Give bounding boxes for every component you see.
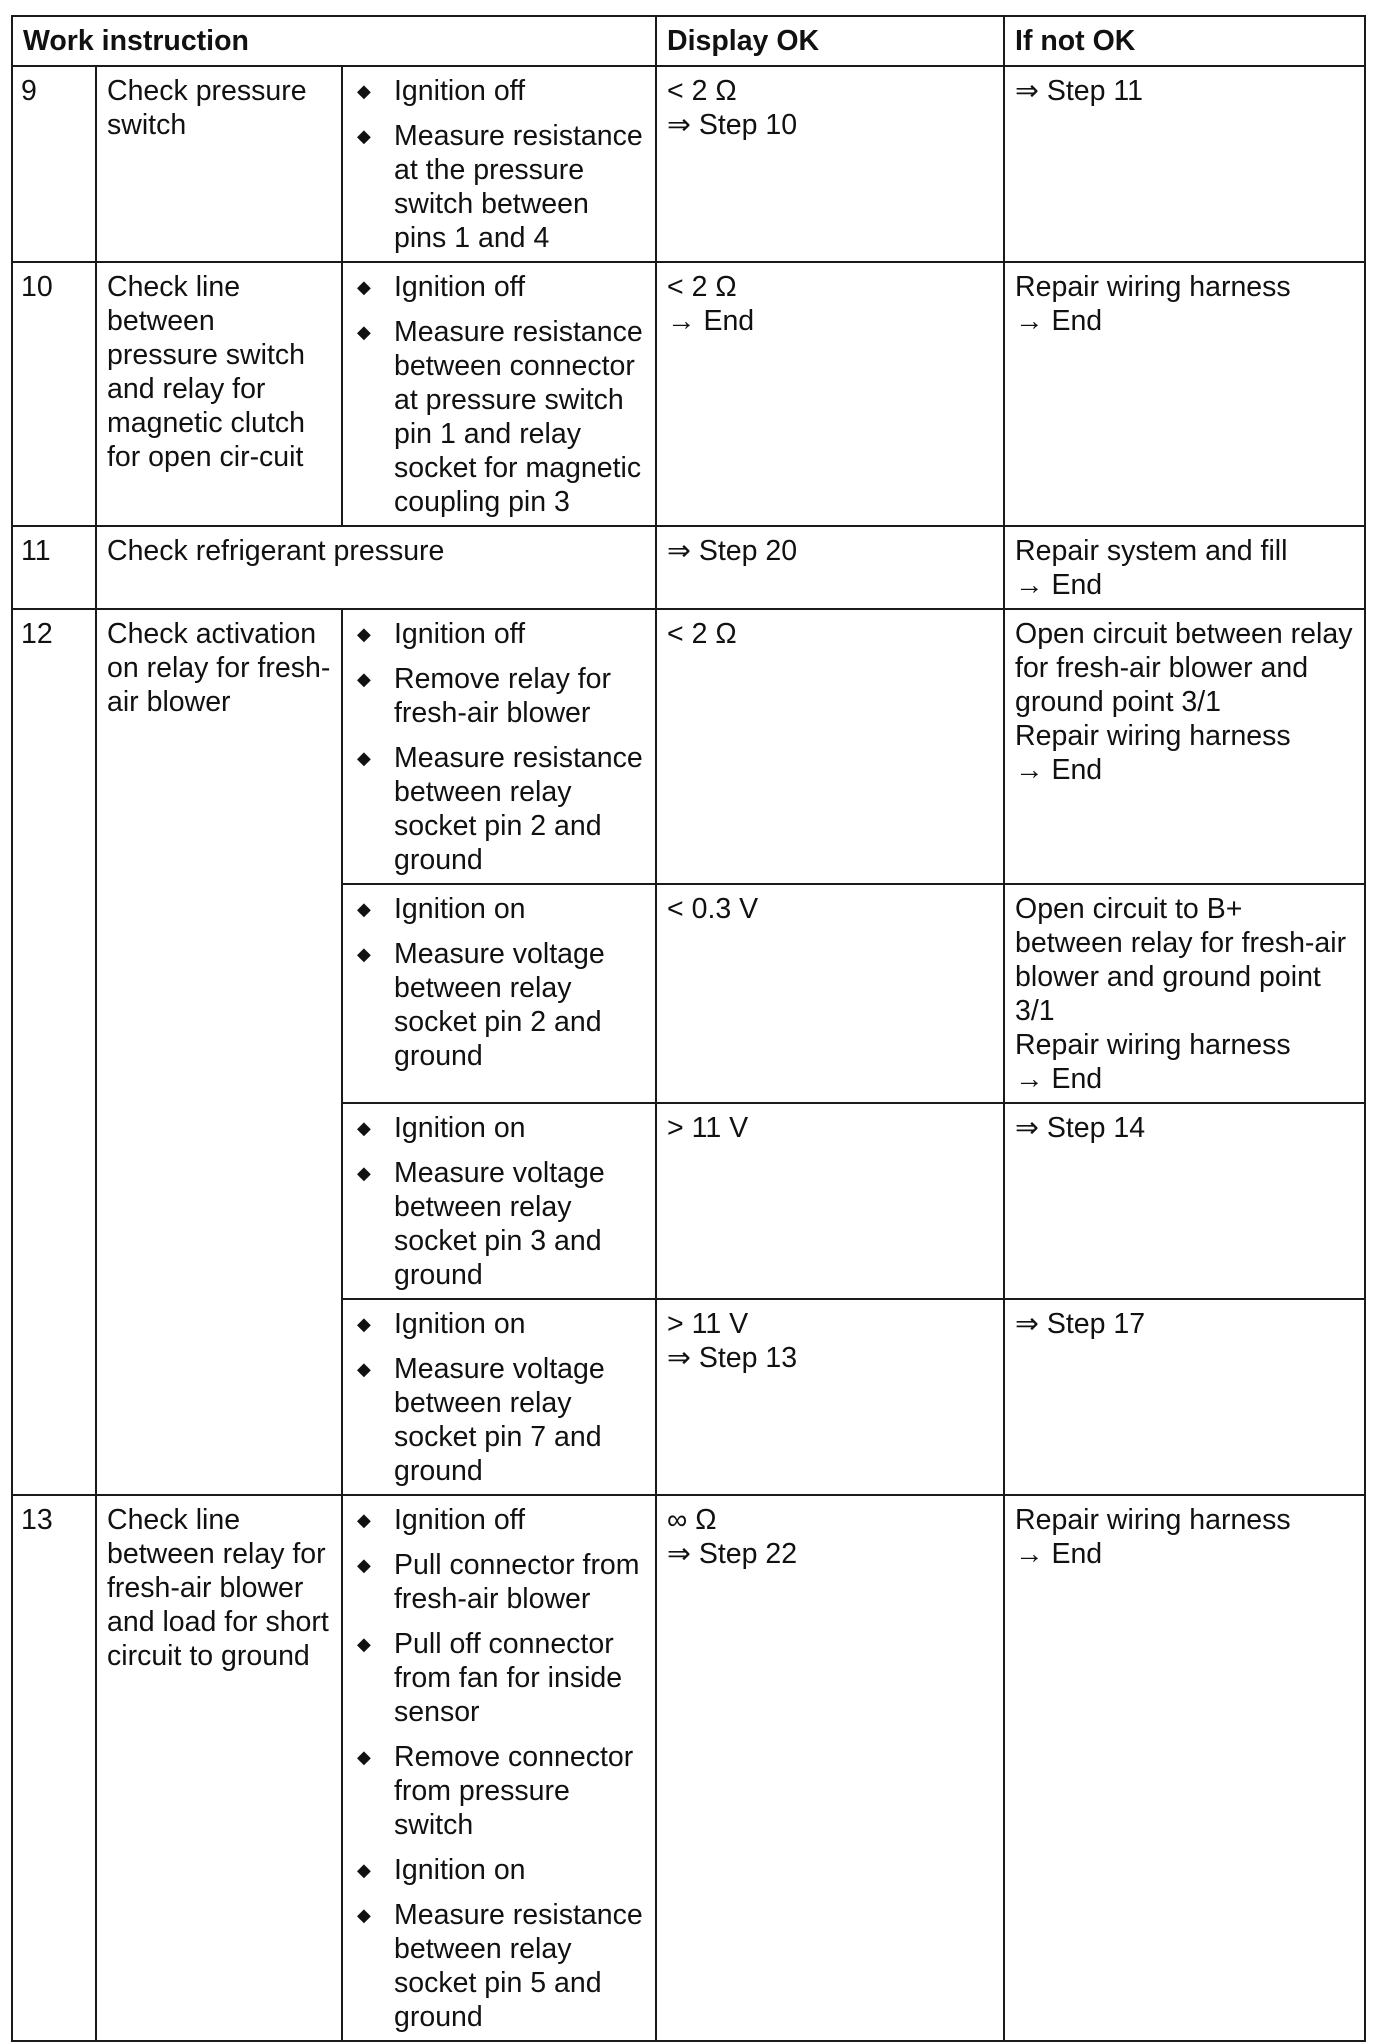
check-description: Check activation on relay for fresh-air blower xyxy=(96,609,342,1495)
if-not-ok-cell xyxy=(1004,609,1365,884)
instruction-item xyxy=(353,1627,645,1729)
instruction-item xyxy=(353,119,645,255)
if-not-ok-cell xyxy=(1004,262,1365,526)
instruction-text: Ignition off xyxy=(394,75,525,107)
instruction-item xyxy=(353,937,645,1073)
display-ok-line: > 11 V xyxy=(667,1112,749,1144)
diamond-bullet-icon: ◆ xyxy=(357,1510,371,1530)
step-number: 9 xyxy=(12,66,96,262)
instruction-item xyxy=(353,662,645,730)
diamond-bullet-icon: ◆ xyxy=(357,277,371,297)
diamond-bullet-icon: ◆ xyxy=(357,1860,371,1880)
diamond-bullet-icon: ◆ xyxy=(357,1314,371,1334)
if-not-ok-line: → End xyxy=(1015,754,1103,786)
check-description: Check refrigerant pressure xyxy=(96,526,656,609)
instruction-text: Ignition off xyxy=(394,1504,525,1536)
instruction-text: Measure voltage between relay socket pin 3 and ground xyxy=(394,1157,605,1291)
work-instruction-table xyxy=(11,15,1366,2042)
instruction-text: Pull off connector from fan for inside sensor xyxy=(394,1628,623,1728)
instruction-text: Ignition on xyxy=(394,893,526,925)
instruction-list xyxy=(353,1307,645,1488)
instruction-text: Measure voltage between relay socket pin 7 and ground xyxy=(394,1353,605,1487)
check-description: Check line between pressure switch and relay for magnetic clutch for open cir-cuit xyxy=(96,262,342,526)
instruction-list xyxy=(353,1111,645,1292)
diamond-bullet-icon: ◆ xyxy=(357,1118,371,1138)
if-not-ok-line: Repair wiring harness xyxy=(1015,720,1291,752)
display-ok-cell xyxy=(656,1495,1004,2041)
instruction-list-cell xyxy=(342,262,656,526)
instruction-text: Pull connector from fresh-air blower xyxy=(394,1549,640,1615)
diamond-bullet-icon: ◆ xyxy=(357,1634,371,1654)
if-not-ok-line: → End xyxy=(1015,305,1103,337)
instruction-item xyxy=(353,617,645,651)
table-row xyxy=(12,526,1365,609)
table-row xyxy=(12,66,1365,262)
diamond-bullet-icon: ◆ xyxy=(357,1359,371,1379)
table-row xyxy=(12,609,1365,884)
diamond-bullet-icon: ◆ xyxy=(357,669,371,689)
if-not-ok-cell xyxy=(1004,66,1365,262)
step-number: 10 xyxy=(12,262,96,526)
if-not-ok-line: Open circuit between relay for fresh-air blower and ground point 3/1 xyxy=(1015,618,1353,718)
display-ok-line: → End xyxy=(667,305,755,337)
table-row xyxy=(12,262,1365,526)
if-not-ok-line: ⇒ Step 14 xyxy=(1015,1112,1146,1144)
instruction-list xyxy=(353,892,645,1073)
diamond-bullet-icon: ◆ xyxy=(357,899,371,919)
diamond-bullet-icon: ◆ xyxy=(357,1163,371,1183)
instruction-item xyxy=(353,315,645,519)
instruction-text: Measure resistance at the pressure switch between pins 1 and 4 xyxy=(394,120,643,254)
if-not-ok-cell xyxy=(1004,526,1365,609)
check-description: Check line between relay for fresh-air blower and load for short circuit to ground xyxy=(96,1495,342,2041)
display-ok-line: < 2 Ω xyxy=(667,618,737,650)
display-ok-cell xyxy=(656,1103,1004,1299)
if-not-ok-line: Repair wiring harness xyxy=(1015,271,1291,303)
display-ok-line: ⇒ Step 10 xyxy=(667,109,798,141)
instruction-list-cell xyxy=(342,1103,656,1299)
instruction-item xyxy=(353,1503,645,1537)
instruction-item xyxy=(353,1898,645,2034)
header-row xyxy=(12,16,1365,66)
display-ok-cell xyxy=(656,1299,1004,1495)
instruction-list-cell xyxy=(342,609,656,884)
instruction-list-cell xyxy=(342,884,656,1103)
instruction-item xyxy=(353,1740,645,1842)
if-not-ok-line: → End xyxy=(1015,569,1103,601)
if-not-ok-line: ⇒ Step 11 xyxy=(1015,75,1143,107)
if-not-ok-cell xyxy=(1004,884,1365,1103)
display-ok-cell xyxy=(656,609,1004,884)
diamond-bullet-icon: ◆ xyxy=(357,1555,371,1575)
diamond-bullet-icon: ◆ xyxy=(357,944,371,964)
display-ok-line: < 0.3 V xyxy=(667,893,759,925)
if-not-ok-line: Repair system and fill xyxy=(1015,535,1288,567)
display-ok-cell xyxy=(656,526,1004,609)
display-ok-line: ∞ Ω xyxy=(667,1504,717,1536)
if-not-ok-line: → End xyxy=(1015,1538,1103,1570)
if-not-ok-line: Repair wiring harness xyxy=(1015,1504,1291,1536)
diamond-bullet-icon: ◆ xyxy=(357,322,371,342)
instruction-list xyxy=(353,617,645,877)
if-not-ok-line: ⇒ Step 17 xyxy=(1015,1308,1146,1340)
if-not-ok-line: Repair wiring harness xyxy=(1015,1029,1291,1061)
display-ok-line: > 11 V xyxy=(667,1308,749,1340)
instruction-list xyxy=(353,74,645,255)
if-not-ok-cell xyxy=(1004,1495,1365,2041)
display-ok-cell xyxy=(656,262,1004,526)
display-ok-cell xyxy=(656,66,1004,262)
header-if-not-ok: If not OK xyxy=(1004,16,1365,66)
if-not-ok-line: → End xyxy=(1015,1063,1103,1095)
diamond-bullet-icon: ◆ xyxy=(357,748,371,768)
check-description: Check pressure switch xyxy=(96,66,342,262)
instruction-item xyxy=(353,1156,645,1292)
step-number: 12 xyxy=(12,609,96,1495)
instruction-text: Measure voltage between relay socket pin 2 and ground xyxy=(394,938,605,1072)
instruction-list xyxy=(353,1503,645,2034)
instruction-list-cell xyxy=(342,1495,656,2041)
if-not-ok-cell xyxy=(1004,1103,1365,1299)
table-body xyxy=(12,66,1365,2041)
header-display-ok: Display OK xyxy=(656,16,1004,66)
instruction-item xyxy=(353,741,645,877)
instruction-item xyxy=(353,1307,645,1341)
instruction-item xyxy=(353,892,645,926)
instruction-text: Ignition on xyxy=(394,1308,526,1340)
instruction-list-cell xyxy=(342,66,656,262)
instruction-text: Ignition on xyxy=(394,1112,526,1144)
display-ok-line: < 2 Ω xyxy=(667,271,737,303)
table-row xyxy=(12,1495,1365,2041)
instruction-item xyxy=(353,1352,645,1488)
instruction-text: Measure resistance between connector at pressure switch pin 1 and relay socket for magnetic coupling pin 3 xyxy=(394,316,643,518)
instruction-list xyxy=(353,270,645,519)
diamond-bullet-icon: ◆ xyxy=(357,624,371,644)
diamond-bullet-icon: ◆ xyxy=(357,1905,371,1925)
instruction-text: Ignition off xyxy=(394,271,525,303)
diamond-bullet-icon: ◆ xyxy=(357,81,371,101)
display-ok-line: < 2 Ω xyxy=(667,75,737,107)
display-ok-cell xyxy=(656,884,1004,1103)
diamond-bullet-icon: ◆ xyxy=(357,126,371,146)
if-not-ok-cell xyxy=(1004,1299,1365,1495)
instruction-item xyxy=(353,74,645,108)
instruction-item xyxy=(353,1111,645,1145)
instruction-item xyxy=(353,1853,645,1887)
instruction-text: Remove relay for fresh-air blower xyxy=(394,663,611,729)
instruction-text: Remove connector from pressure switch xyxy=(394,1741,634,1841)
display-ok-line: ⇒ Step 20 xyxy=(667,535,798,567)
step-number: 11 xyxy=(12,526,96,609)
step-number: 13 xyxy=(12,1495,96,2041)
instruction-list-cell xyxy=(342,1299,656,1495)
if-not-ok-line: Open circuit to B+ between relay for fresh-air blower and ground point 3/1 xyxy=(1015,893,1347,1027)
instruction-item xyxy=(353,1548,645,1616)
instruction-text: Ignition on xyxy=(394,1854,526,1886)
diamond-bullet-icon: ◆ xyxy=(357,1747,371,1767)
instruction-item xyxy=(353,270,645,304)
display-ok-line: ⇒ Step 22 xyxy=(667,1538,798,1570)
header-work-instruction: Work instruction xyxy=(12,16,656,66)
instruction-text: Ignition off xyxy=(394,618,525,650)
instruction-text: Measure resistance between relay socket pin 5 and ground xyxy=(394,1899,643,2033)
display-ok-line: ⇒ Step 13 xyxy=(667,1342,798,1374)
instruction-text: Measure resistance between relay socket pin 2 and ground xyxy=(394,742,643,876)
